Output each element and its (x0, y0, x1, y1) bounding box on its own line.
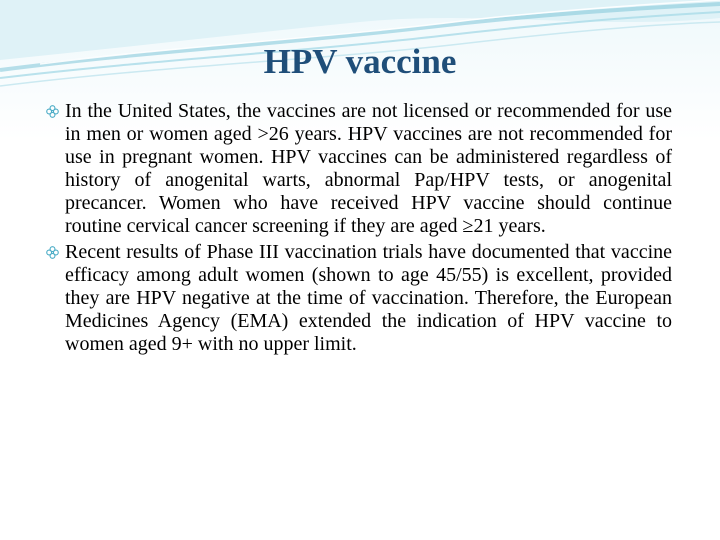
bullet-item (46, 100, 672, 238)
bullet-text: In the United States, the vaccines are not licensed or recommended for use in men or women aged >26 years. HPV vaccines are not recommended for use in pregnant women. HPV vaccines can be administered regardless of history of anogenital warts, abnormal Pap/HPV tests, or anogenital precancer. Women who have received HPV vaccine should continue routine cervical cancer screening if they are aged ≥21 years. (65, 100, 672, 237)
bullet-item (46, 241, 672, 356)
bullet-list (46, 100, 672, 359)
bullet-text: Recent results of Phase III vaccination trials have documented that vaccine efficacy among adult women (shown to age 45/55) is excellent, provided they are HPV negative at the time of vaccination. Therefore, the European Medicines Agency (EMA) extended the indication of HPV vaccine to women aged 9+ with no upper limit. (65, 241, 672, 355)
slide-title: HPV vaccine (263, 42, 457, 81)
flower-bullet-icon (46, 105, 59, 118)
flower-bullet-icon (46, 246, 59, 259)
